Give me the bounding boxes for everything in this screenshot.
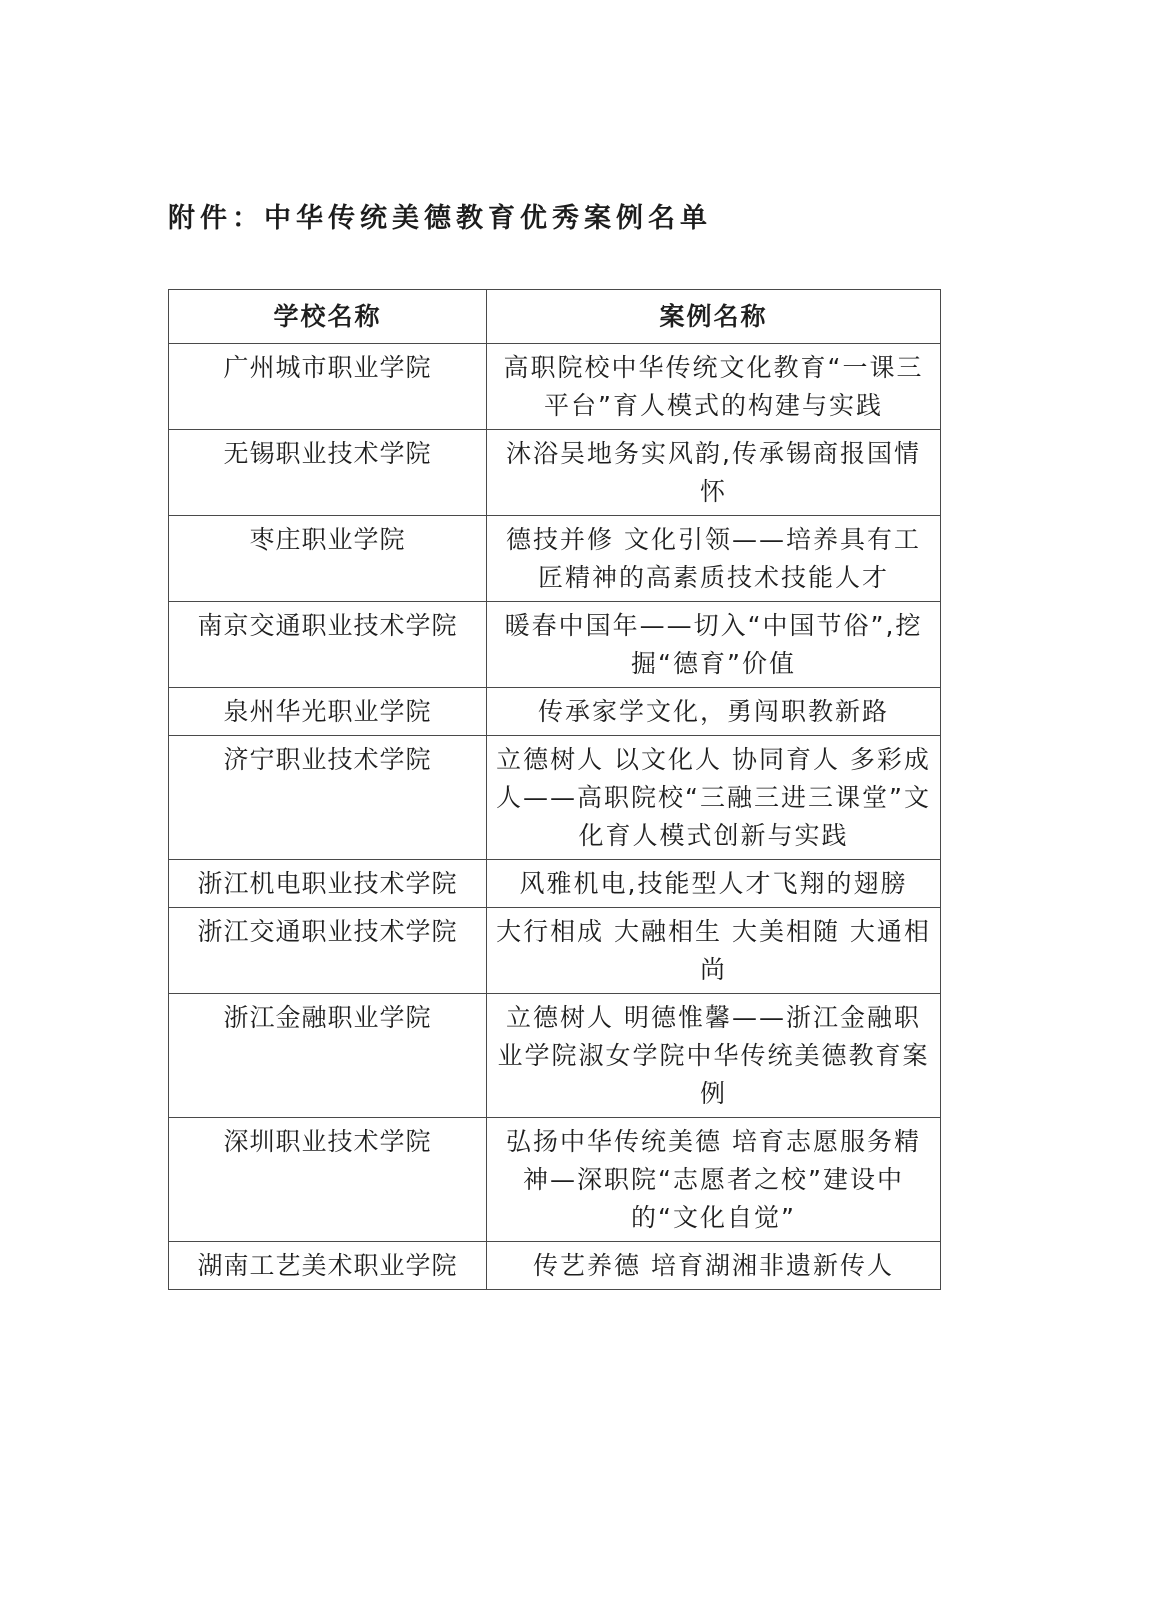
school-name-cell: 泉州华光职业学院	[169, 688, 487, 736]
case-name-cell: 德技并修 文化引领——培养具有工匠精神的高素质技术技能人才	[487, 516, 941, 602]
table-row	[169, 688, 941, 736]
table-row	[169, 516, 941, 602]
school-name-cell: 深圳职业技术学院	[169, 1118, 487, 1242]
school-name-cell: 浙江金融职业学院	[169, 994, 487, 1118]
table-row	[169, 602, 941, 688]
case-name-cell: 沐浴吴地务实风韵,传承锡商报国情怀	[487, 430, 941, 516]
table-row	[169, 908, 941, 994]
column-header-case: 案例名称	[487, 290, 941, 344]
school-name-cell: 湖南工艺美术职业学院	[169, 1242, 487, 1290]
table-row	[169, 1242, 941, 1290]
case-name-cell: 弘扬中华传统美德 培育志愿服务精神—深职院“志愿者之校”建设中的“文化自觉”	[487, 1118, 941, 1242]
column-header-school: 学校名称	[169, 290, 487, 344]
school-name-cell: 济宁职业技术学院	[169, 736, 487, 860]
case-name-cell: 立德树人 明德惟馨——浙江金融职业学院淑女学院中华传统美德教育案例	[487, 994, 941, 1118]
school-name-cell: 无锡职业技术学院	[169, 430, 487, 516]
school-name-cell: 南京交通职业技术学院	[169, 602, 487, 688]
table-row	[169, 344, 941, 430]
table-row	[169, 736, 941, 860]
table-row	[169, 430, 941, 516]
case-list-table	[168, 289, 941, 1290]
case-name-cell: 传艺养德 培育湖湘非遗新传人	[487, 1242, 941, 1290]
school-name-cell: 浙江交通职业技术学院	[169, 908, 487, 994]
case-name-cell: 大行相成 大融相生 大美相随 大通相尚	[487, 908, 941, 994]
school-name-cell: 枣庄职业学院	[169, 516, 487, 602]
case-name-cell: 风雅机电,技能型人才飞翔的翅膀	[487, 860, 941, 908]
table-row	[169, 1118, 941, 1242]
case-name-cell: 暖春中国年——切入“中国节俗”,挖掘“德育”价值	[487, 602, 941, 688]
school-name-cell: 浙江机电职业技术学院	[169, 860, 487, 908]
case-name-cell: 传承家学文化，勇闯职教新路	[487, 688, 941, 736]
school-name-cell: 广州城市职业学院	[169, 344, 487, 430]
page-title: 附件：中华传统美德教育优秀案例名单	[168, 203, 712, 234]
table-header-row	[169, 290, 941, 344]
case-name-cell: 高职院校中华传统文化教育“一课三平台”育人模式的构建与实践	[487, 344, 941, 430]
table-row	[169, 860, 941, 908]
table-row	[169, 994, 941, 1118]
case-name-cell: 立德树人 以文化人 协同育人 多彩成人——高职院校“三融三进三课堂”文化育人模式创新与实践	[487, 736, 941, 860]
